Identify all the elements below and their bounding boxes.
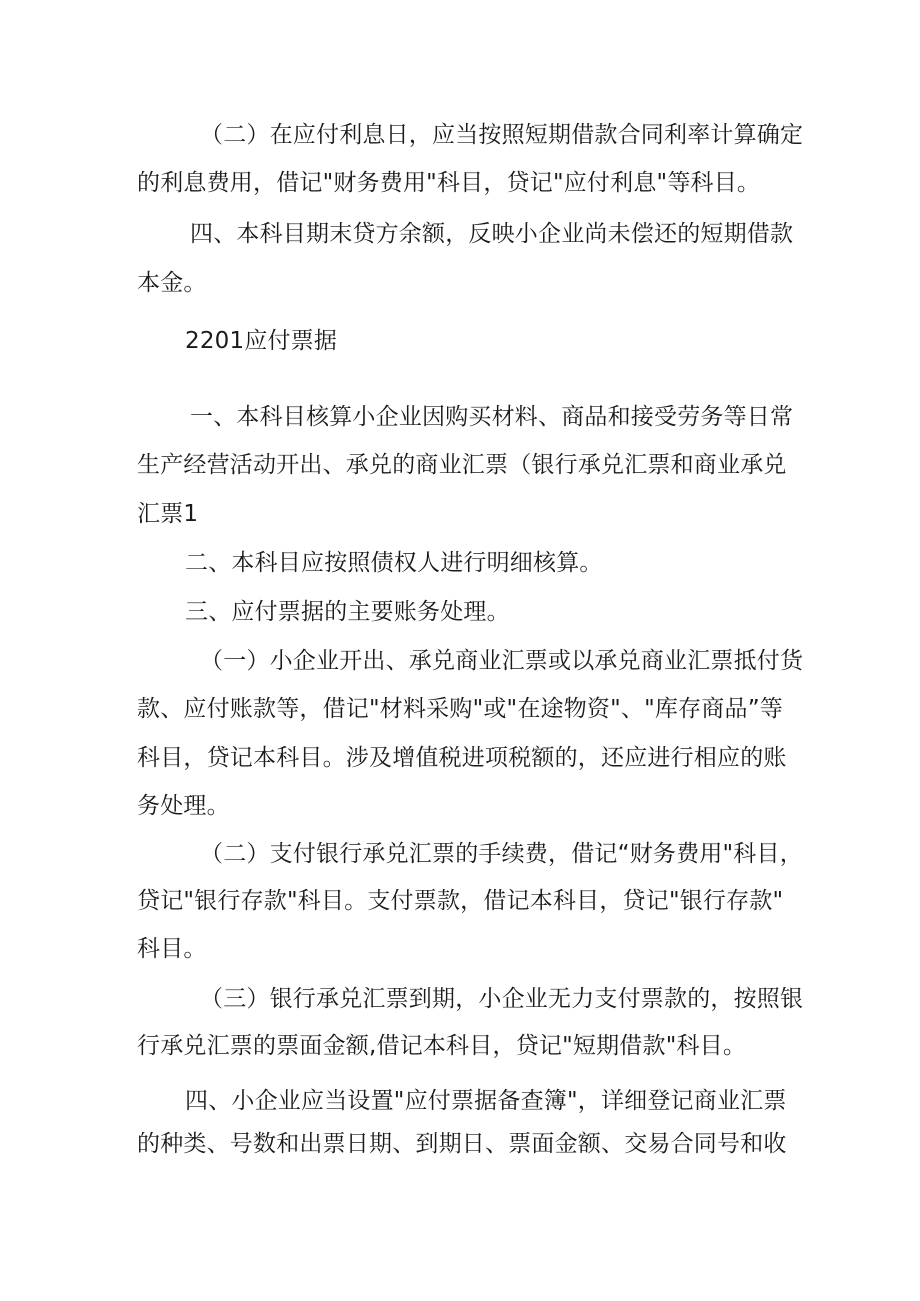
- paragraph-line: 务处理。: [137, 793, 230, 819]
- paragraph-line: （一）小企业开出、承兑商业汇票或以承兑商业汇票抵付货: [200, 648, 804, 674]
- paragraph-line: 一、本科目核算小企业因购买材料、商品和接受劳务等日常: [190, 404, 794, 430]
- paragraph-line: 三、应付票据的主要账务处理。: [185, 599, 510, 625]
- paragraph-line: 的种类、号数和出票日期、到期日、票面金额、交易合同号和收: [137, 1131, 787, 1157]
- paragraph-line: 四、本科目期末贷方余额，反映小企业尚未偿还的短期借款: [190, 221, 794, 247]
- paragraph-line: 科目。: [137, 936, 207, 962]
- paragraph-line: 款、应付账款等，借记"材料采购"或"在途物资"、"库存商品”等: [137, 696, 784, 722]
- paragraph-line: （二）在应付利息日，应当按照短期借款合同利率计算确定: [200, 122, 804, 148]
- paragraph-line: 贷记"银行存款"科目。支付票款，借记本科目，贷记"银行存款": [137, 888, 784, 914]
- paragraph-line: 生产经营活动开出、承兑的商业汇票（银行承兑汇票和商业承兑: [137, 452, 787, 478]
- paragraph-line: 科目，贷记本科目。涉及增值税进项税额的，还应进行相应的账: [137, 745, 787, 771]
- paragraph-line: 四、小企业应当设置"应付票据备查簿"，详细登记商业汇票: [185, 1088, 787, 1114]
- paragraph-line: 二、本科目应按照债权人进行明细核算。: [185, 550, 603, 576]
- paragraph-line: （二）支付银行承兑汇票的手续费，借记“财务费用"科目，: [200, 841, 803, 867]
- paragraph-line: 行承兑汇票的票面金额,借记本科目，贷记"短期借款"科目。: [137, 1033, 747, 1059]
- paragraph-line: 汇票1: [137, 501, 199, 527]
- paragraph-line: 的利息费用，借记"财务费用"科目，贷记"应付利息"等科目。: [137, 170, 761, 196]
- paragraph-line: （三）银行承兑汇票到期，小企业无力支付票款的，按照银: [200, 986, 804, 1012]
- section-heading: 2201应付票据: [185, 328, 338, 354]
- paragraph-line: 本金。: [137, 270, 207, 296]
